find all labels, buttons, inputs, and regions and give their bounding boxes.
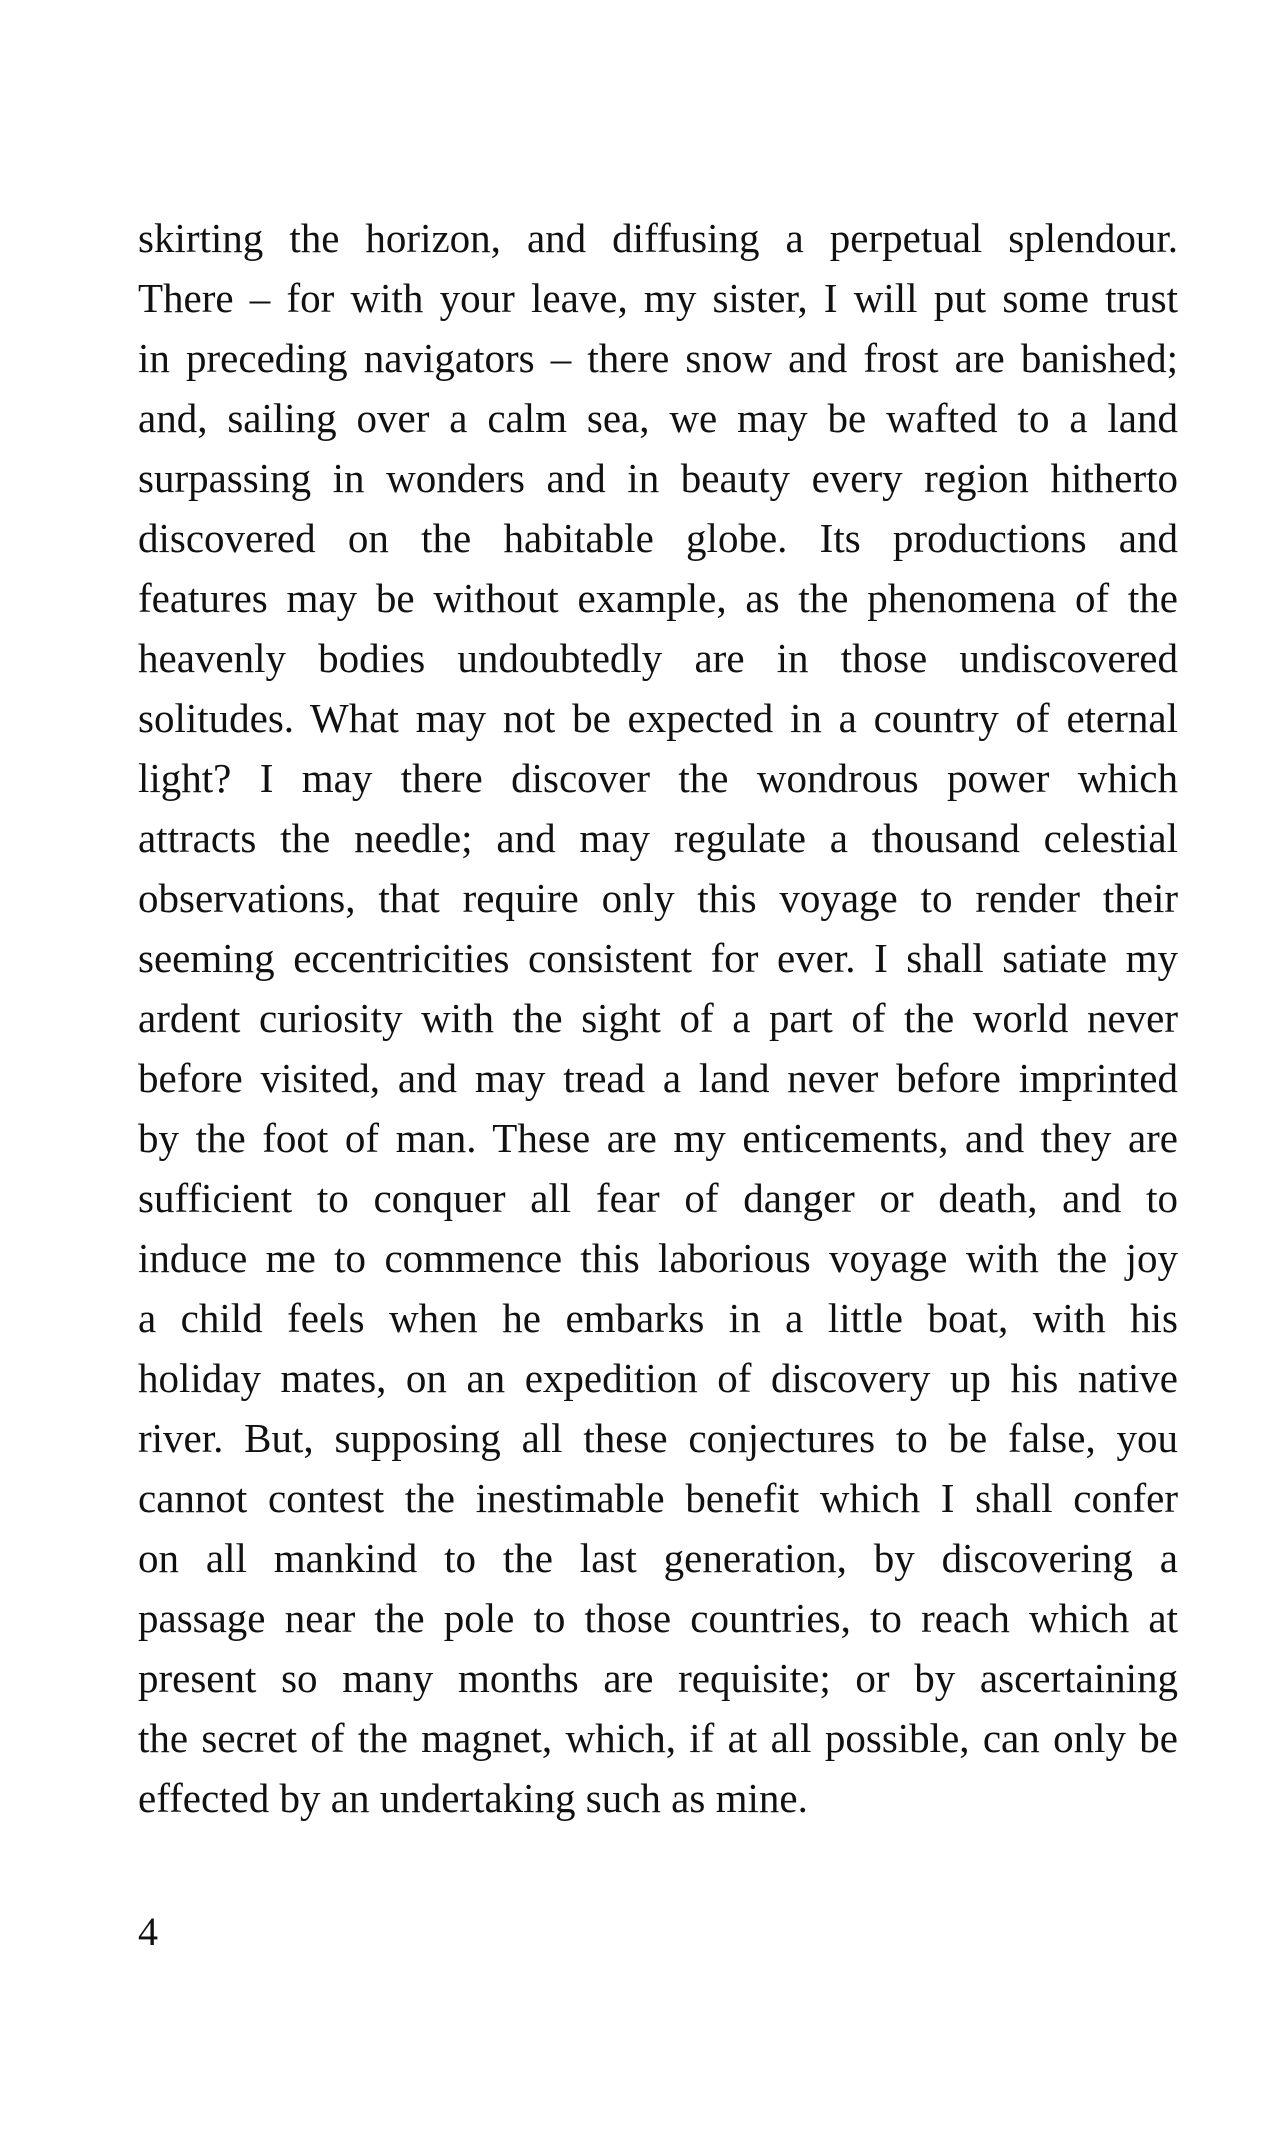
text-line: the secret of the magnet, which, if at all possible, can only be: [138, 1715, 1178, 1761]
text-line: on all mankind to the last generation, by discovering a: [138, 1535, 1178, 1581]
text-line: holiday mates, on an expedition of discovery up his native: [138, 1355, 1178, 1401]
text-line: attracts the needle; and may regulate a thousand celestial: [138, 815, 1178, 861]
text-line: present so many months are requisite; or by ascertaining: [138, 1655, 1178, 1701]
page-number: 4: [138, 1909, 158, 1954]
text-line: sufficient to conquer all fear of danger or death, and to: [138, 1175, 1178, 1221]
text-line: induce me to commence this laborious voyage with the joy: [138, 1235, 1178, 1281]
text-line: passage near the pole to those countries, to reach which at: [138, 1595, 1178, 1641]
text-line: before visited, and may tread a land never before imprinted: [138, 1055, 1178, 1101]
text-line: skirting the horizon, and diffusing a perpetual splendour.: [138, 215, 1178, 261]
text-line: by the foot of man. These are my enticements, and they are: [138, 1115, 1178, 1161]
text-line: surpassing in wonders and in beauty every region hitherto: [138, 455, 1178, 501]
text-line: a child feels when he embarks in a little boat, with his: [138, 1295, 1178, 1341]
text-line: seeming eccentricities consistent for ever. I shall satiate my: [138, 935, 1178, 981]
body-text: [138, 208, 1178, 1828]
text-line: heavenly bodies undoubtedly are in those undiscovered: [138, 635, 1178, 681]
text-line: river. But, supposing all these conjectures to be false, you: [138, 1415, 1178, 1461]
text-line: and, sailing over a calm sea, we may be wafted to a land: [138, 395, 1178, 441]
text-line: solitudes. What may not be expected in a country of eternal: [138, 695, 1178, 741]
text-line: ardent curiosity with the sight of a part of the world never: [138, 995, 1178, 1041]
text-line: cannot contest the inestimable benefit which I shall confer: [138, 1475, 1178, 1521]
text-line: observations, that require only this voyage to render their: [138, 875, 1178, 921]
text-line: features may be without example, as the phenomena of the: [138, 575, 1178, 621]
text-line: light? I may there discover the wondrous power which: [138, 755, 1178, 801]
text-line: There – for with your leave, my sister, I will put some trust: [138, 275, 1178, 321]
text-line: in preceding navigators – there snow and frost are banished;: [138, 335, 1178, 381]
text-line: discovered on the habitable globe. Its productions and: [138, 515, 1178, 561]
text-line: effected by an undertaking such as mine.: [138, 1775, 808, 1821]
